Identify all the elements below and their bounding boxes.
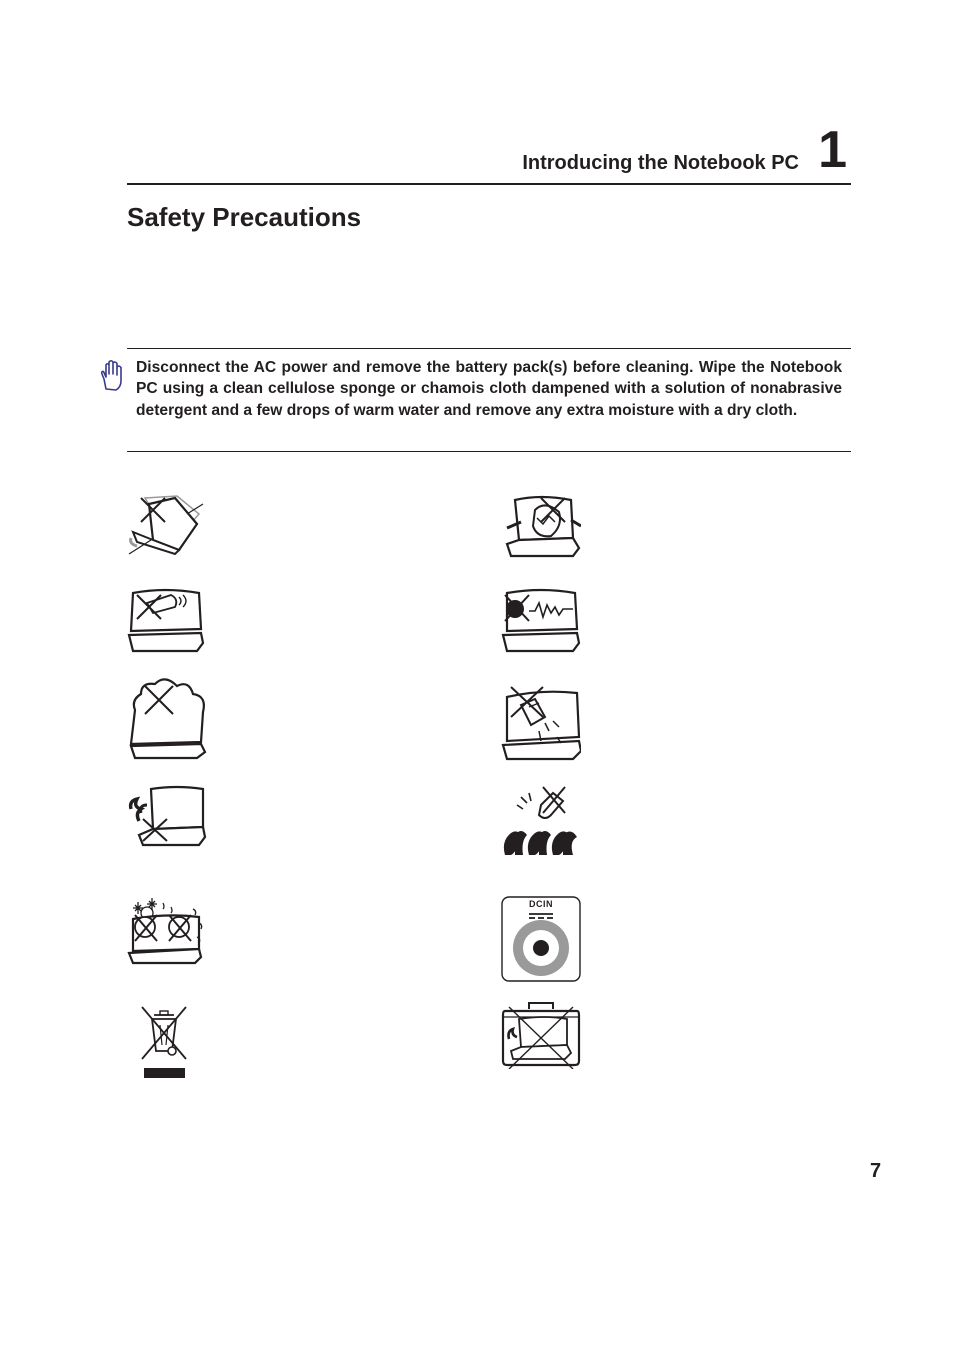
hand-stop-icon [99,359,125,393]
note-text: Disconnect the AC power and remove the battery pack(s) before cleaning. Wipe the Notebook PC using a clean cellulose sponge or chamois cloth dampened with a solution of nonabrasive detergent and a few drops of warm water and remove any extra moisture with a dry cloth. [136,359,842,419]
dc-in-power-rating-icon [501,896,581,982]
laptop-temperature-range-icon [127,893,207,965]
chapter-title: Introducing the Notebook PC [522,152,799,174]
laptop-no-liquids-icon [501,683,581,761]
chapter-header [127,122,851,184]
header-rule [127,183,851,185]
laptop-no-lap-heat-icon [127,783,207,849]
laptop-no-dust-icon [127,676,207,760]
page-number: 7 [870,1160,882,1182]
crossed-out-wheeled-bin-icon [138,1005,190,1081]
dcin-label: DCIN [529,899,553,909]
note-box [127,348,851,452]
laptop-no-magnetic-fields-icon [501,585,581,655]
page-title: Safety Precautions [127,202,362,232]
chapter-number: 1 [818,121,847,179]
laptop-no-objects-on-top-icon [501,492,581,564]
laptop-no-bag-while-on-icon [501,1001,581,1069]
laptop-uneven-surface-icon [127,492,205,560]
battery-no-fire-icon [501,783,581,859]
laptop-no-pressing-screen-icon [127,585,205,655]
